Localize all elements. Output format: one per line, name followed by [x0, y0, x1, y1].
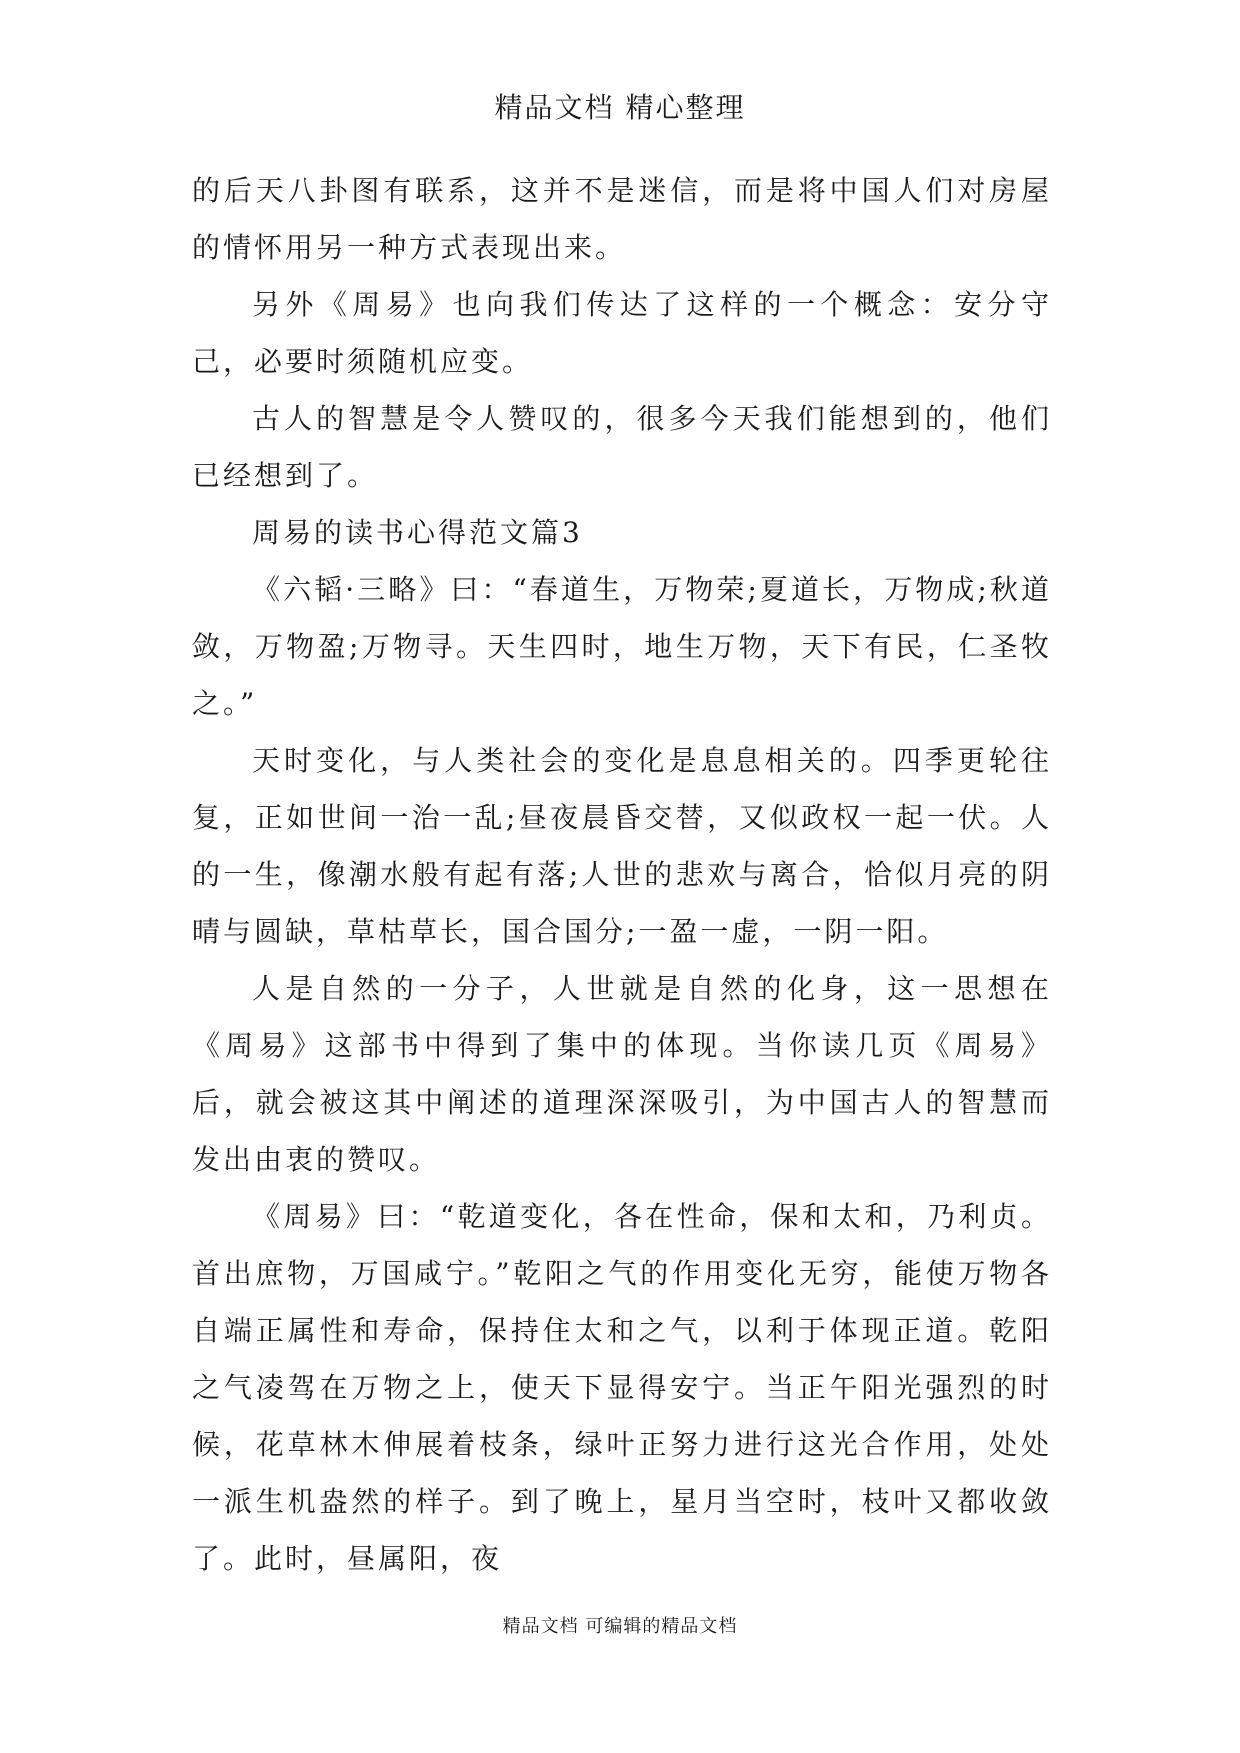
- paragraph: 《周易》曰：“乾道变化，各在性命，保和太和，乃利贞。首出庶物，万国咸宁。”乾阳之气的作用变化无穷，能使万物各自端正属性和寿命，保持住太和之气，以利于体现正道。乾阳之气凌驾在万物之上，使天下显得安宁。当正午阳光强烈的时候，花草林木伸展着枝条，绿叶正努力进行这光合作用，处处一派生机盎然的样子。到了晚上，星月当空时，枝叶又都收敛了。此时，昼属阳，夜: [192, 1200, 1052, 1575]
- paragraph-continuation: 的后天八卦图有联系，这并不是迷信，而是将中国人们对房屋的情怀用另一种方式表现出来。: [192, 174, 1052, 264]
- section-heading: 周易的读书心得范文篇3: [252, 516, 583, 549]
- page-header: 精品文档 精心整理: [494, 91, 746, 124]
- paragraph: 《六韬·三略》曰：“春道生，万物荣;夏道长，万物成;秋道敛，万物盈;万物寻。天生四时，地生万物，天下有民，仁圣牧之。”: [192, 573, 1052, 720]
- paragraph: 天时变化，与人类社会的变化是息息相关的。四季更轮往复，正如世间一治一乱;昼夜晨昏交替，又似政权一起一伏。人的一生，像潮水般有起有落;人世的悲欢与离合，恰似月亮的阴晴与圆缺，草枯草长，国合国分;一盈一虚，一阴一阳。: [192, 744, 1052, 948]
- paragraph: 古人的智慧是令人赞叹的，很多今天我们能想到的，他们已经想到了。: [192, 402, 1052, 492]
- document-body: [192, 162, 1052, 1587]
- paragraph: 另外《周易》也向我们传达了这样的一个概念：安分守己，必要时须随机应变。: [192, 288, 1052, 378]
- page-footer: 精品文档 可编辑的精品文档: [502, 1616, 738, 1637]
- paragraph: 人是自然的一分子，人世就是自然的化身，这一思想在《周易》这部书中得到了集中的体现。当你读几页《周易》后，就会被这其中阐述的道理深深吸引，为中国古人的智慧而发出由衷的赞叹。: [192, 972, 1052, 1176]
